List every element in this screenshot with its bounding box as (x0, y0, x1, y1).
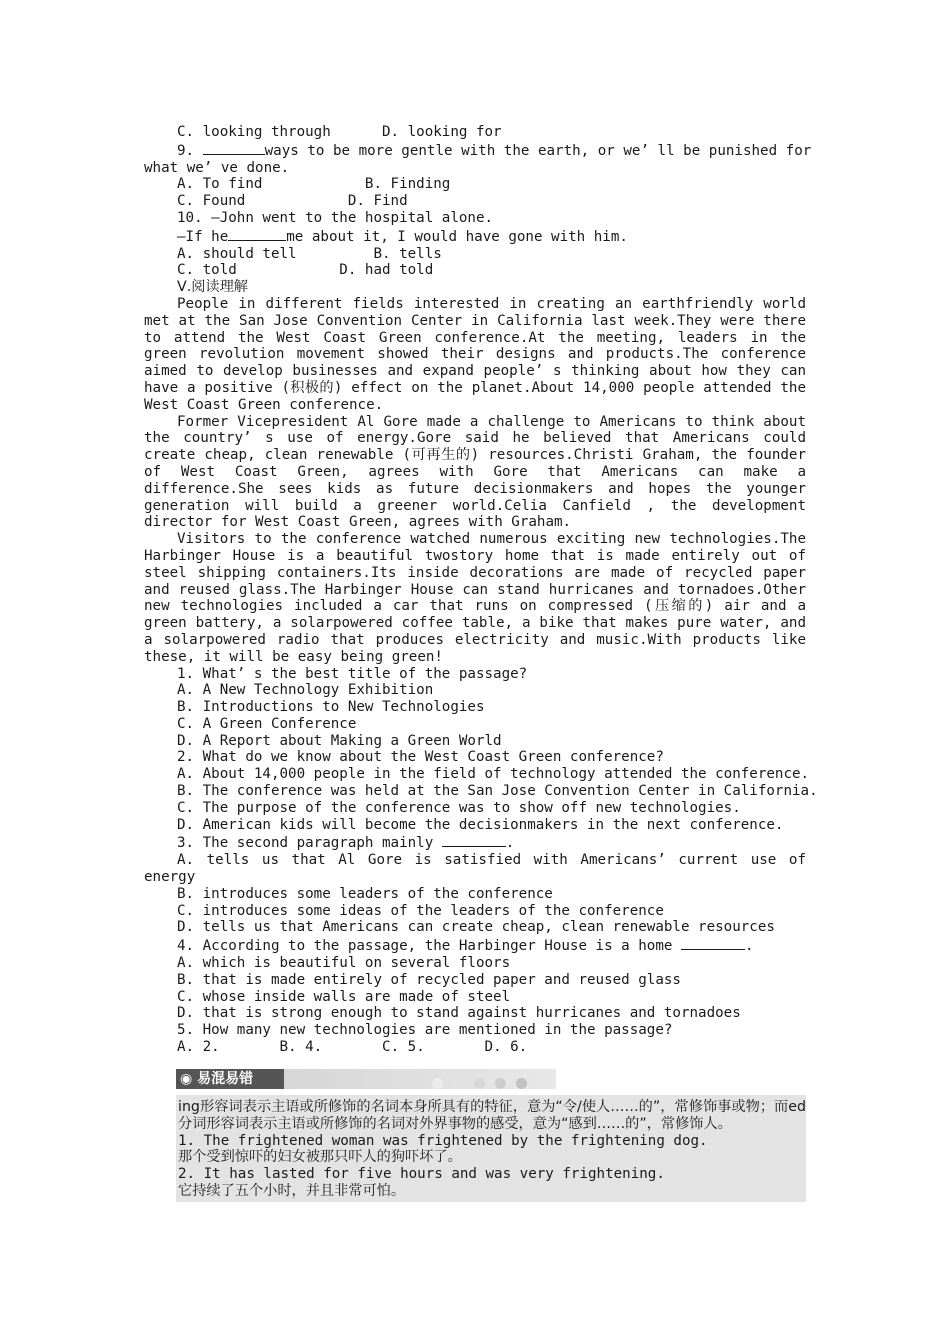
note-example-1-cn: 那个受到惊吓的妇女被那只吓人的狗吓坏了。 (178, 1149, 462, 1166)
dot-icon (453, 1078, 464, 1089)
q9-stem-wrap: what we’ ve done. (144, 159, 290, 176)
question-1-stem: 1. What’ s the best title of the passage? (177, 665, 528, 682)
question-3-option-a: A. tells us that Al Gore is satisfied with Americans’ current use of energy (144, 852, 806, 886)
passage-paragraph-3: Visitors to the conference watched numerous exciting new technologies.The Harbinger House is a beautiful twostory home that is made entirely out of steel shipping containers.Its inside decorations are made of recycled paper and reused glass.The Harbinger House can stand hurricanes and tornadoes.Other new technologies included a car that runs on compressed (压缩的) air and a green battery, a solarpowered coffee table, a bike that makes pure water, and a solarpowered radio that produces electricity and music.With products like these, it will be easy being green! (144, 531, 806, 665)
q10-line2-before: —If he (177, 228, 229, 245)
question-1-option-a: A. A New Technology Exhibition (177, 682, 434, 699)
question-4-stem-line: 4. According to the passage, the Harbinger House is a home . (177, 938, 754, 955)
question-2-option-b: B. The conference was held at the San Jose Convention Center in California. (177, 783, 818, 800)
question-3-option-b: B. introduces some leaders of the conference (177, 885, 553, 902)
q10-blank (228, 227, 286, 241)
question-4-stem: 4. According to the passage, the Harbinger House is a home (177, 938, 673, 955)
q10-option-d: D. had told (339, 262, 434, 279)
q10-option-a: A. should tell (177, 245, 297, 262)
q9-option-a: A. To find (177, 176, 263, 193)
question-1-option-c: C. A Green Conference (177, 715, 357, 732)
passage-paragraph-1: People in different fields interested in creating an earthfriendly world met at the San Jose Convention Center in California last week.They were there to attend the West Coast Green conference.At the meeting, leaders in the green revolution movement showed their designs and products.The conference aimed to develop businesses and expand people’ s thinking about how they can have a positive (积极的) effect on the planet.About 14,000 people attended the West Coast Green conference. (144, 295, 806, 413)
section-title: Ⅴ.阅读理解 (177, 279, 248, 296)
question-4-option-c: C. whose inside walls are made of steel (177, 988, 511, 1005)
passage-paragraph-2: Former Vicepresident Al Gore made a challenge to Americans to think about the country’ s use of energy.Gore said he believed that Americans could create cheap, clean renewable (可再生的) resources.Christi Graham, the founder of West Coast Green, agrees with Gore that Americans can make a difference.She sees kids as future decisionmakers and hopes the younger generation will build a greener world.Celia Canfield , the development director for West Coast Green, agrees with Graham. (144, 413, 806, 531)
q10-option-c: C. told (177, 262, 237, 279)
question-4-option-a: A. which is beautiful on several floors (177, 955, 511, 972)
q9-stem (144, 141, 812, 160)
q10-options-cd (144, 262, 806, 279)
question-2-option-c: C. The purpose of the conference was to show off new technologies. (177, 799, 741, 816)
q10-option-b: B. tells (373, 245, 442, 262)
note-box (176, 1095, 806, 1202)
q9-stem-text: ways to be more gentle with the earth, or we’ ll be punished for (264, 142, 812, 159)
question-3-option-c: C. introduces some ideas of the leaders of the conference (177, 902, 664, 919)
question-4-option-b: B. that is made entirely of recycled paper and reused glass (177, 971, 681, 988)
q9-number: 9. (177, 142, 195, 159)
q9-options-ab (144, 176, 806, 193)
note-header-bar (176, 1069, 556, 1089)
q9-option-d: D. Find (347, 193, 408, 210)
note-intro: ing形容词表示主语或所修饰的名词本身所具有的特征，意为“令/使人……的”，常修饰事或物；而ed分词形容词表示主语或所修饰的名词对外界事物的感受，意为“感到……的”，常修饰人。 (178, 1099, 806, 1132)
question-3-stem: 3. The second paragraph mainly (177, 835, 434, 852)
dot-icon (432, 1078, 443, 1089)
question-2-option-a: A. About 14,000 people in the field of technology attended the conference. (177, 766, 810, 783)
question-3-blank (442, 833, 506, 847)
dot-icon (516, 1078, 527, 1089)
question-1-option-b: B. Introductions to New Technologies (177, 699, 485, 716)
question-3-stem-line: 3. The second paragraph mainly . (177, 835, 515, 852)
q9-blank (203, 141, 265, 155)
question-4-blank (681, 936, 745, 950)
question-2-stem: 2. What do we know about the West Coast Green conference? (177, 749, 664, 766)
exercise-content (144, 124, 818, 1056)
q8-option-c: C. looking through (177, 124, 331, 140)
q8-option-d: D. looking for (382, 124, 502, 140)
q9-option-b: B. Finding (364, 176, 451, 193)
question-5-option-a: A. 2. (177, 1039, 220, 1056)
question-5-option-d: D. 6. (484, 1039, 528, 1056)
question-4-option-d: D. that is strong enough to stand against hurricanes and tornadoes (177, 1005, 741, 1022)
note-tag: ◉ 易混易错 (176, 1069, 284, 1089)
q8-options-cd (144, 124, 806, 141)
q9-options-cd (144, 193, 806, 210)
note-example-2-cn: 它持续了五个小时，并且非常可怕。 (178, 1182, 406, 1199)
q9-option-c: C. Found (177, 193, 246, 210)
question-2-option-d: D. American kids will become the decisionmakers in the next conference. (177, 816, 784, 833)
dot-icon (495, 1078, 506, 1089)
dot-icon (474, 1078, 485, 1089)
q10-line1: 10. —John went to the hospital alone. (177, 209, 494, 226)
question-3-option-d: D. tells us that Americans can create cheap, clean renewable resources (177, 919, 775, 936)
q10-line2-after: me about it, I would have gone with him. (286, 228, 628, 245)
question-5-option-c: C. 5. (382, 1039, 425, 1056)
question-5-option-b: B. 4. (279, 1039, 323, 1056)
question-1-option-d: D. A Report about Making a Green World (177, 732, 502, 749)
note-example-1-en: 1. The frightened woman was frightened by the frightening dog. (178, 1132, 708, 1149)
question-5-stem: 5. How many new technologies are mentioned in the passage? (177, 1022, 673, 1039)
q10-line2 (144, 227, 806, 246)
question-5-options (144, 1039, 806, 1056)
q10-options-ab (144, 246, 806, 263)
decorative-dots (432, 1074, 556, 1084)
note-example-2-en: 2. It has lasted for five hours and was very frightening. (178, 1166, 665, 1183)
